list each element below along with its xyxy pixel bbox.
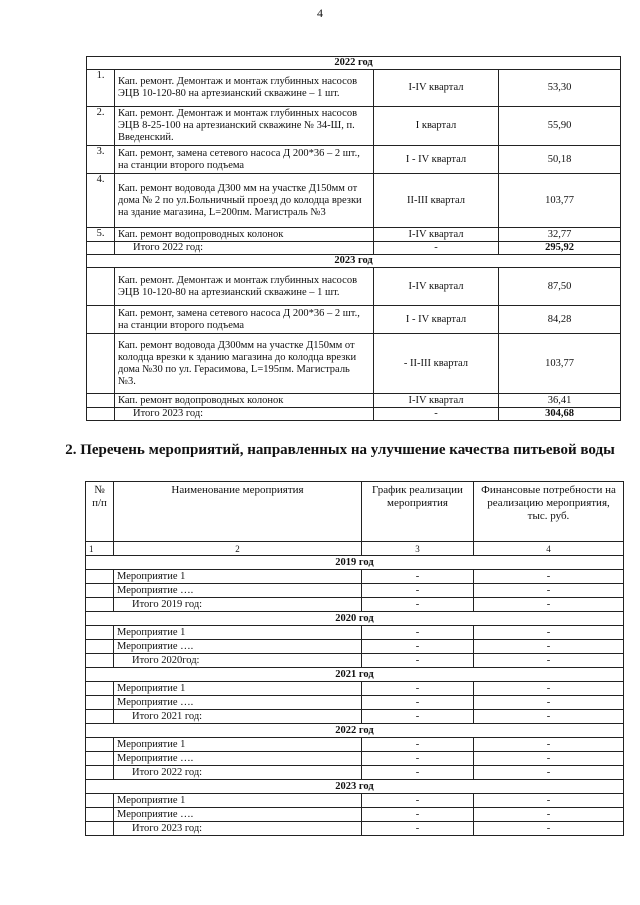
year-header-2022b: 2022 год: [86, 724, 624, 738]
total-row: Итого 2023 год: - -: [86, 822, 624, 836]
table-row: 5. Кап. ремонт водопроводных колонок I-IV квартал 32,77: [87, 228, 621, 242]
table-row: Мероприятие …. - -: [86, 752, 624, 766]
year-header-2023: 2023 год: [87, 255, 621, 268]
header-no: № п/п: [86, 482, 114, 542]
total-row: Итого 2019 год: - -: [86, 598, 624, 612]
table-row: Кап. ремонт, замена сетевого насоса Д 200*36 – 2 шт., на станции второго подъема I - IV квартал 84,28: [87, 306, 621, 334]
header-schedule: График реализации мероприятия: [362, 482, 474, 542]
table-row: Мероприятие …. - -: [86, 584, 624, 598]
table-row: 4. Кап. ремонт водовода Д300 мм на участке Д150мм от дома № 2 по ул.Больничный проезд до колодца врезки на здание магазина, L=200пм. Магистраль №3 II-III квартал 103,77: [87, 174, 621, 228]
column-numbers-row: 1 2 3 4: [86, 542, 624, 556]
total-row-2022: Итого 2022 год: - 295,92: [87, 242, 621, 255]
table-row: 1. Кап. ремонт. Демонтаж и монтаж глубинных насосов ЭЦВ 10-120-80 на артезианский скважине – 1 шт. I-IV квартал 53,30: [87, 70, 621, 107]
table-row: Кап. ремонт водопроводных колонок I-IV квартал 36,41: [87, 394, 621, 408]
water-quality-measures-table: [85, 481, 624, 836]
total-row: Итого 2020год: - -: [86, 654, 624, 668]
table-row: Мероприятие …. - -: [86, 808, 624, 822]
year-header-2019: 2019 год: [86, 556, 624, 570]
table-row: Мероприятие 1 - -: [86, 626, 624, 640]
total-row-2023: Итого 2023 год: - 304,68: [87, 408, 621, 421]
table-header-row: [86, 482, 624, 542]
year-header-2022: 2022 год: [87, 57, 621, 70]
year-header-2021: 2021 год: [86, 668, 624, 682]
table-row: Мероприятие …. - -: [86, 696, 624, 710]
total-row: Итого 2021 год: - -: [86, 710, 624, 724]
year-header-2023b: 2023 год: [86, 780, 624, 794]
page-number: 4: [317, 6, 323, 20]
table-row: Кап. ремонт. Демонтаж и монтаж глубинных насосов ЭЦВ 10-120-80 на артезианский скважине – 1 шт. I-IV квартал 87,50: [87, 268, 621, 306]
capital-repair-table: [86, 56, 621, 421]
table-row: Мероприятие 1 - -: [86, 570, 624, 584]
table-row: Мероприятие 1 - -: [86, 682, 624, 696]
header-finance: Финансовые потребности на реализацию мероприятия, тыс. руб.: [474, 482, 624, 542]
table-row: Мероприятие 1 - -: [86, 738, 624, 752]
header-name: Наименование мероприятия: [114, 482, 362, 542]
table-row: Мероприятие 1 - -: [86, 794, 624, 808]
table-row: 3. Кап. ремонт, замена сетевого насоса Д 200*36 – 2 шт., на станции второго подъема I - IV квартал 50,18: [87, 146, 621, 174]
total-row: Итого 2022 год: - -: [86, 766, 624, 780]
section-title: 2. Перечень мероприятий, направленных на улучшение качества питьевой воды: [65, 442, 615, 458]
table-row: 2. Кап. ремонт. Демонтаж и монтаж глубинных насосов ЭЦВ 8-25-100 на артезианский скважине № 34-Ш, п. Введенский. I квартал 55,90: [87, 107, 621, 146]
table-row: Кап. ремонт водовода Д300мм на участке Д150мм от колодца врезки к зданию магазина до колодца врезки дома №30 по ул. Герасимова, L=195пм. Магистраль №3. - II-III квартал 103,77: [87, 334, 621, 394]
table-row: Мероприятие …. - -: [86, 640, 624, 654]
year-header-2020: 2020 год: [86, 612, 624, 626]
